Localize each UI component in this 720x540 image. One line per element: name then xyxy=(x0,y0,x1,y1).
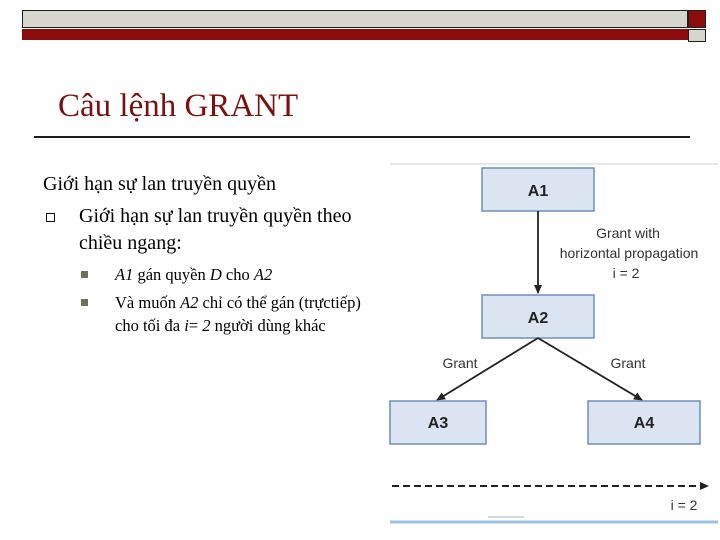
sub-bullet-list xyxy=(43,263,373,338)
diagram-svg xyxy=(388,160,720,534)
sub-bullet-text-run: i xyxy=(184,316,189,335)
top-decoration-bar xyxy=(22,10,706,42)
filled-square-bullet-icon xyxy=(81,271,88,278)
node-a1 xyxy=(482,168,594,211)
top-bar-grey-square xyxy=(688,29,706,42)
sub-bullet-text-run: D xyxy=(209,265,222,284)
sub-bullet-text-run: A2 xyxy=(253,265,273,284)
main-bullet-text: Giới hạn sự lan truyền quyền theo chiều ngang: xyxy=(79,205,352,254)
sub-bullet-text-run: cho xyxy=(221,265,254,284)
sub-bullet-text-run: A1 xyxy=(115,265,134,284)
edge-a2-a3-label: Grant xyxy=(442,355,478,371)
node-a3-label: A3 xyxy=(427,415,449,432)
sub-bullet-text-run: = xyxy=(188,316,203,335)
main-bullet xyxy=(43,203,373,257)
sub-bullet-text-run: Và muốn xyxy=(115,292,181,312)
top-bar-red-segment xyxy=(22,29,688,40)
sub-bullet-item xyxy=(115,263,373,287)
node-a3 xyxy=(390,401,486,444)
title-divider xyxy=(34,136,690,138)
propagation-diagram xyxy=(388,160,720,534)
edge-a1-a2-label-line2: horizontal propagation xyxy=(559,245,699,261)
sub-bullet-text-run: 2 xyxy=(202,316,211,335)
sub-bullet-item xyxy=(115,291,373,338)
top-bar-red-square xyxy=(688,10,706,28)
sub-bullet-text-run: A2 xyxy=(180,292,199,312)
node-a4 xyxy=(588,401,700,444)
timeline-label: i = 2 xyxy=(670,497,698,513)
top-bar-grey-segment xyxy=(22,10,688,28)
sub-bullet-text-run: chỉ có thể gán (trựctiếp) cho tối đa xyxy=(115,292,361,335)
sub-bullet-text-run: người dùng khác xyxy=(210,316,326,335)
node-a4-label: A4 xyxy=(633,415,655,432)
hollow-square-bullet-icon xyxy=(46,213,55,222)
node-a2 xyxy=(482,295,594,338)
node-a2-label: A2 xyxy=(527,310,549,327)
edge-a2-a4-label: Grant xyxy=(610,355,646,371)
edge-a1-a2-label-line3: i = 2 xyxy=(612,265,640,281)
edge-a1-a2-label-line1: Grant with xyxy=(596,225,660,241)
filled-square-bullet-icon xyxy=(81,299,88,306)
node-a1-label: A1 xyxy=(527,183,549,200)
sub-bullet-text-run: gán quyền xyxy=(133,265,210,284)
slide-title: Câu lệnh GRANT xyxy=(58,88,299,124)
slide-body xyxy=(43,171,373,342)
heading-line: Giới hạn sự lan truyền quyền xyxy=(43,173,277,195)
